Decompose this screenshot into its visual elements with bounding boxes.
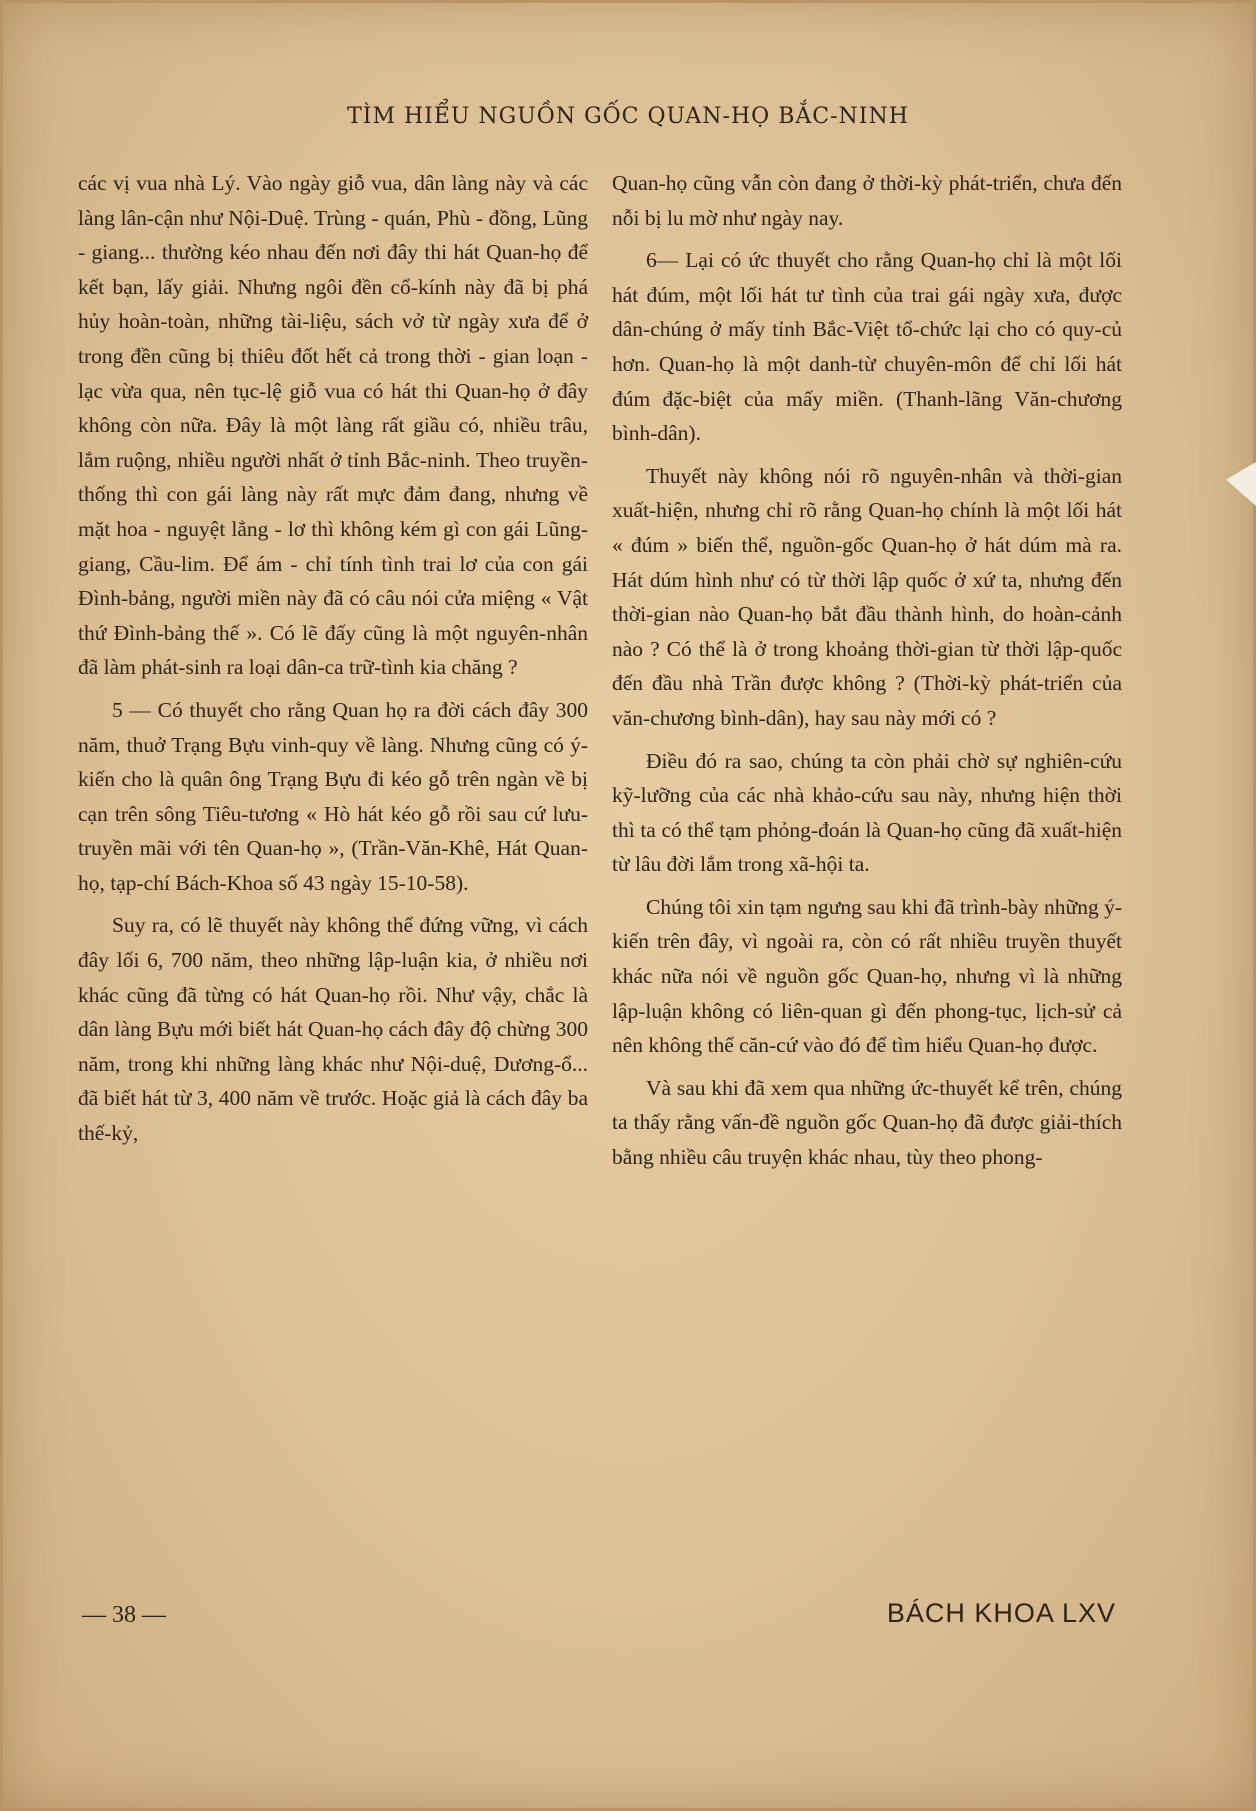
right-paragraph-2: 6— Lại có ức thuyết cho rằng Quan-họ chỉ là một lối hát đúm, một lối hát tư tình của trai gái ngày xưa, được dân-chúng ở mấy tỉnh Bắc-Việt tổ-chức lại cho có quy-củ hơn. Quan-họ là một danh-từ chuyên-môn để chỉ lối hát đúm đặc-biệt của mấy miền. (Thanh-lãng Văn-chương bình-dân).	[612, 248, 1122, 446]
left-column	[78, 166, 588, 1159]
right-paragraph-4: Điều đó ra sao, chúng ta còn phải chờ sự nghiên-cứu kỹ-lưỡng của các nhà khảo-cứu sau này, nhưng hiện thời thì ta có thể tạm phỏng-đoán là Quan-họ cũng đã xuất-hiện từ lâu đời lắm trong xã-hội ta.	[612, 748, 1122, 877]
right-paragraph-5: Chúng tôi xin tạm ngưng sau khi đã trình-bày những ý-kiến trên đây, vì ngoài ra, còn có rất nhiều truyền thuyết khác nữa nói về nguồn gốc Quan-họ, nhưng vì là những lập-luận không có liên-quan gì đến phong-tục, lịch-sử cả nên không thể căn-cứ vào đó để tìm hiểu Quan-họ được.	[612, 894, 1122, 1058]
running-title: TÌM HIỂU NGUỒN GỐC QUAN-HỌ BẮC-NINH	[347, 104, 909, 129]
left-paragraph-3: Suy ra, có lẽ thuyết này không thể đứng vững, vì cách đây lối 6, 700 năm, theo những lập-luận kia, ở nhiều nơi khác cũng đã từng có hát Quan-họ rồi. Như vậy, chắc là dân làng Bựu mới biết hát Quan-họ cách đây độ chừng 300 năm, trong khi những làng khác như Nội-duệ, Dương-ổ... đã biết hát từ 3, 400 năm về trước. Hoặc giả là cách đây ba thế-kỷ,	[78, 913, 588, 1146]
right-column	[612, 166, 1122, 1183]
publication-name: BÁCH KHOA LXV	[886, 1598, 1116, 1628]
left-paragraph-2: 5 — Có thuyết cho rằng Quan họ ra đời cách đây 300 năm, thuở Trạng Bựu vinh-quy về làng. Nhưng cũng có ý-kiến cho là quân ông Trạng Bựu đi kéo gỗ trên ngàn về bị cạn trên sông Tiêu-tương « Hò hát kéo gỗ rồi sau cứ lưu-truyền mãi với tên Quan-họ », (Trần-Văn-Khê, Hát Quan-họ, tạp-chí Bách-Khoa số 43 ngày 15-10-58).	[78, 697, 588, 895]
paper-tear	[1226, 462, 1256, 506]
right-paragraph-6: Và sau khi đã xem qua những ức-thuyết kể trên, chúng ta thấy rằng vấn-đề nguồn gốc Quan-họ đã được giải-thích bằng nhiều câu truyện khác nhau, tùy theo phong-	[612, 1075, 1122, 1170]
page-number: — 38 —	[82, 1602, 166, 1628]
right-paragraph-1: Quan-họ cũng vẫn còn đang ở thời-kỳ phát-triển, chưa đến nỗi bị lu mờ như ngày nay.	[612, 171, 1122, 230]
right-paragraph-3: Thuyết này không nói rõ nguyên-nhân và thời-gian xuất-hiện, nhưng chỉ rõ rằng Quan-họ chính là một lối hát « đúm » biến thể, nguồn-gốc Quan-họ ở hát dúm mà ra. Hát dúm hình như có từ thời lập quốc ở xứ ta, nhưng đến thời-gian nào Quan-họ bắt đầu thành hình, do hoàn-cảnh nào ? Có thể là ở trong khoảng thời-gian từ thời lập-quốc đến đầu nhà Trần được không ? (Thời-kỳ phát-triển của văn-chương bình-dân), hay sau này mới có ?	[612, 463, 1122, 730]
left-paragraph-1: các vị vua nhà Lý. Vào ngày giỗ vua, dân làng này và các làng lân-cận như Nội-Duệ. Trùng - quán, Phù - đồng, Lũng - giang... thường kéo nhau đến nơi đây thi hát Quan-họ để kết bạn, lấy giải. Nhưng ngôi đền cổ-kính này đã bị phá hủy hoàn-toàn, những tài-liệu, sách vở từ ngày xưa để ở trong đền cũng bị thiêu đốt hết cả trong thời - gian loạn - lạc vừa qua, nên tục-lệ giỗ vua có hát thi Quan-họ ở đây không còn nữa. Đây là một làng rất giầu có, nhiều trâu, lắm ruộng, nhiều người nhất ở tỉnh Bắc-ninh. Theo truyền-thống thì con gái làng này rất mực đảm đang, nhưng về mặt hoa - nguyệt lẳng - lơ thì không kém gì con gái Lũng-giang, Cầu-lim. Để ám - chỉ tính tình trai lơ của con gái Đình-bảng, người miền này đã có câu nói cửa miệng « Vật thứ Đình-bảng thế ». Có lẽ đấy cũng là một nguyên-nhân đã làm phát-sinh ra loại dân-ca trữ-tình kia chăng ?	[78, 171, 588, 680]
